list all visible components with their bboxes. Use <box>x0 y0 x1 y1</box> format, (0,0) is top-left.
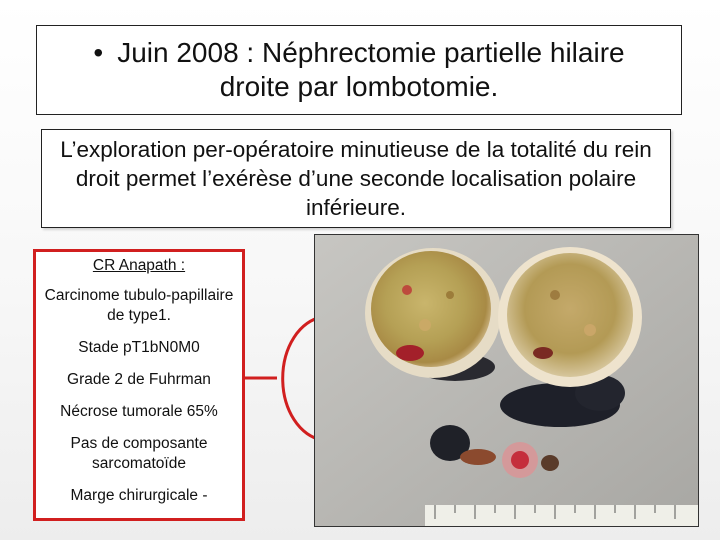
bullet-icon: • <box>93 37 104 68</box>
exploration-text: L’exploration per-opératoire minutieuse de la totalité du rein droit permet l’exérèse d’une seconde localisation polaire inférieure. <box>60 137 652 220</box>
specimen-photo-icon <box>315 235 699 527</box>
slide-title-text: Juin 2008 : Néphrectomie partielle hilaire droite par lombotomie. <box>117 37 625 102</box>
cr-line-stage: Stade pT1bN0M0 <box>78 339 200 356</box>
cr-line-histology: Carcinome tubulo-papillaire de type1. <box>44 287 234 324</box>
cr-line-sarcomatoid: Pas de composante sarcomatoïde <box>70 435 208 472</box>
cr-line-grade: Grade 2 de Fuhrman <box>67 371 211 388</box>
cr-anapath-title: CR Anapath : <box>92 257 186 274</box>
cr-line-necrosis: Nécrose tumorale 65% <box>60 403 218 420</box>
cr-line-margin: Marge chirurgicale - <box>70 487 208 504</box>
specimen-photo <box>314 234 699 527</box>
